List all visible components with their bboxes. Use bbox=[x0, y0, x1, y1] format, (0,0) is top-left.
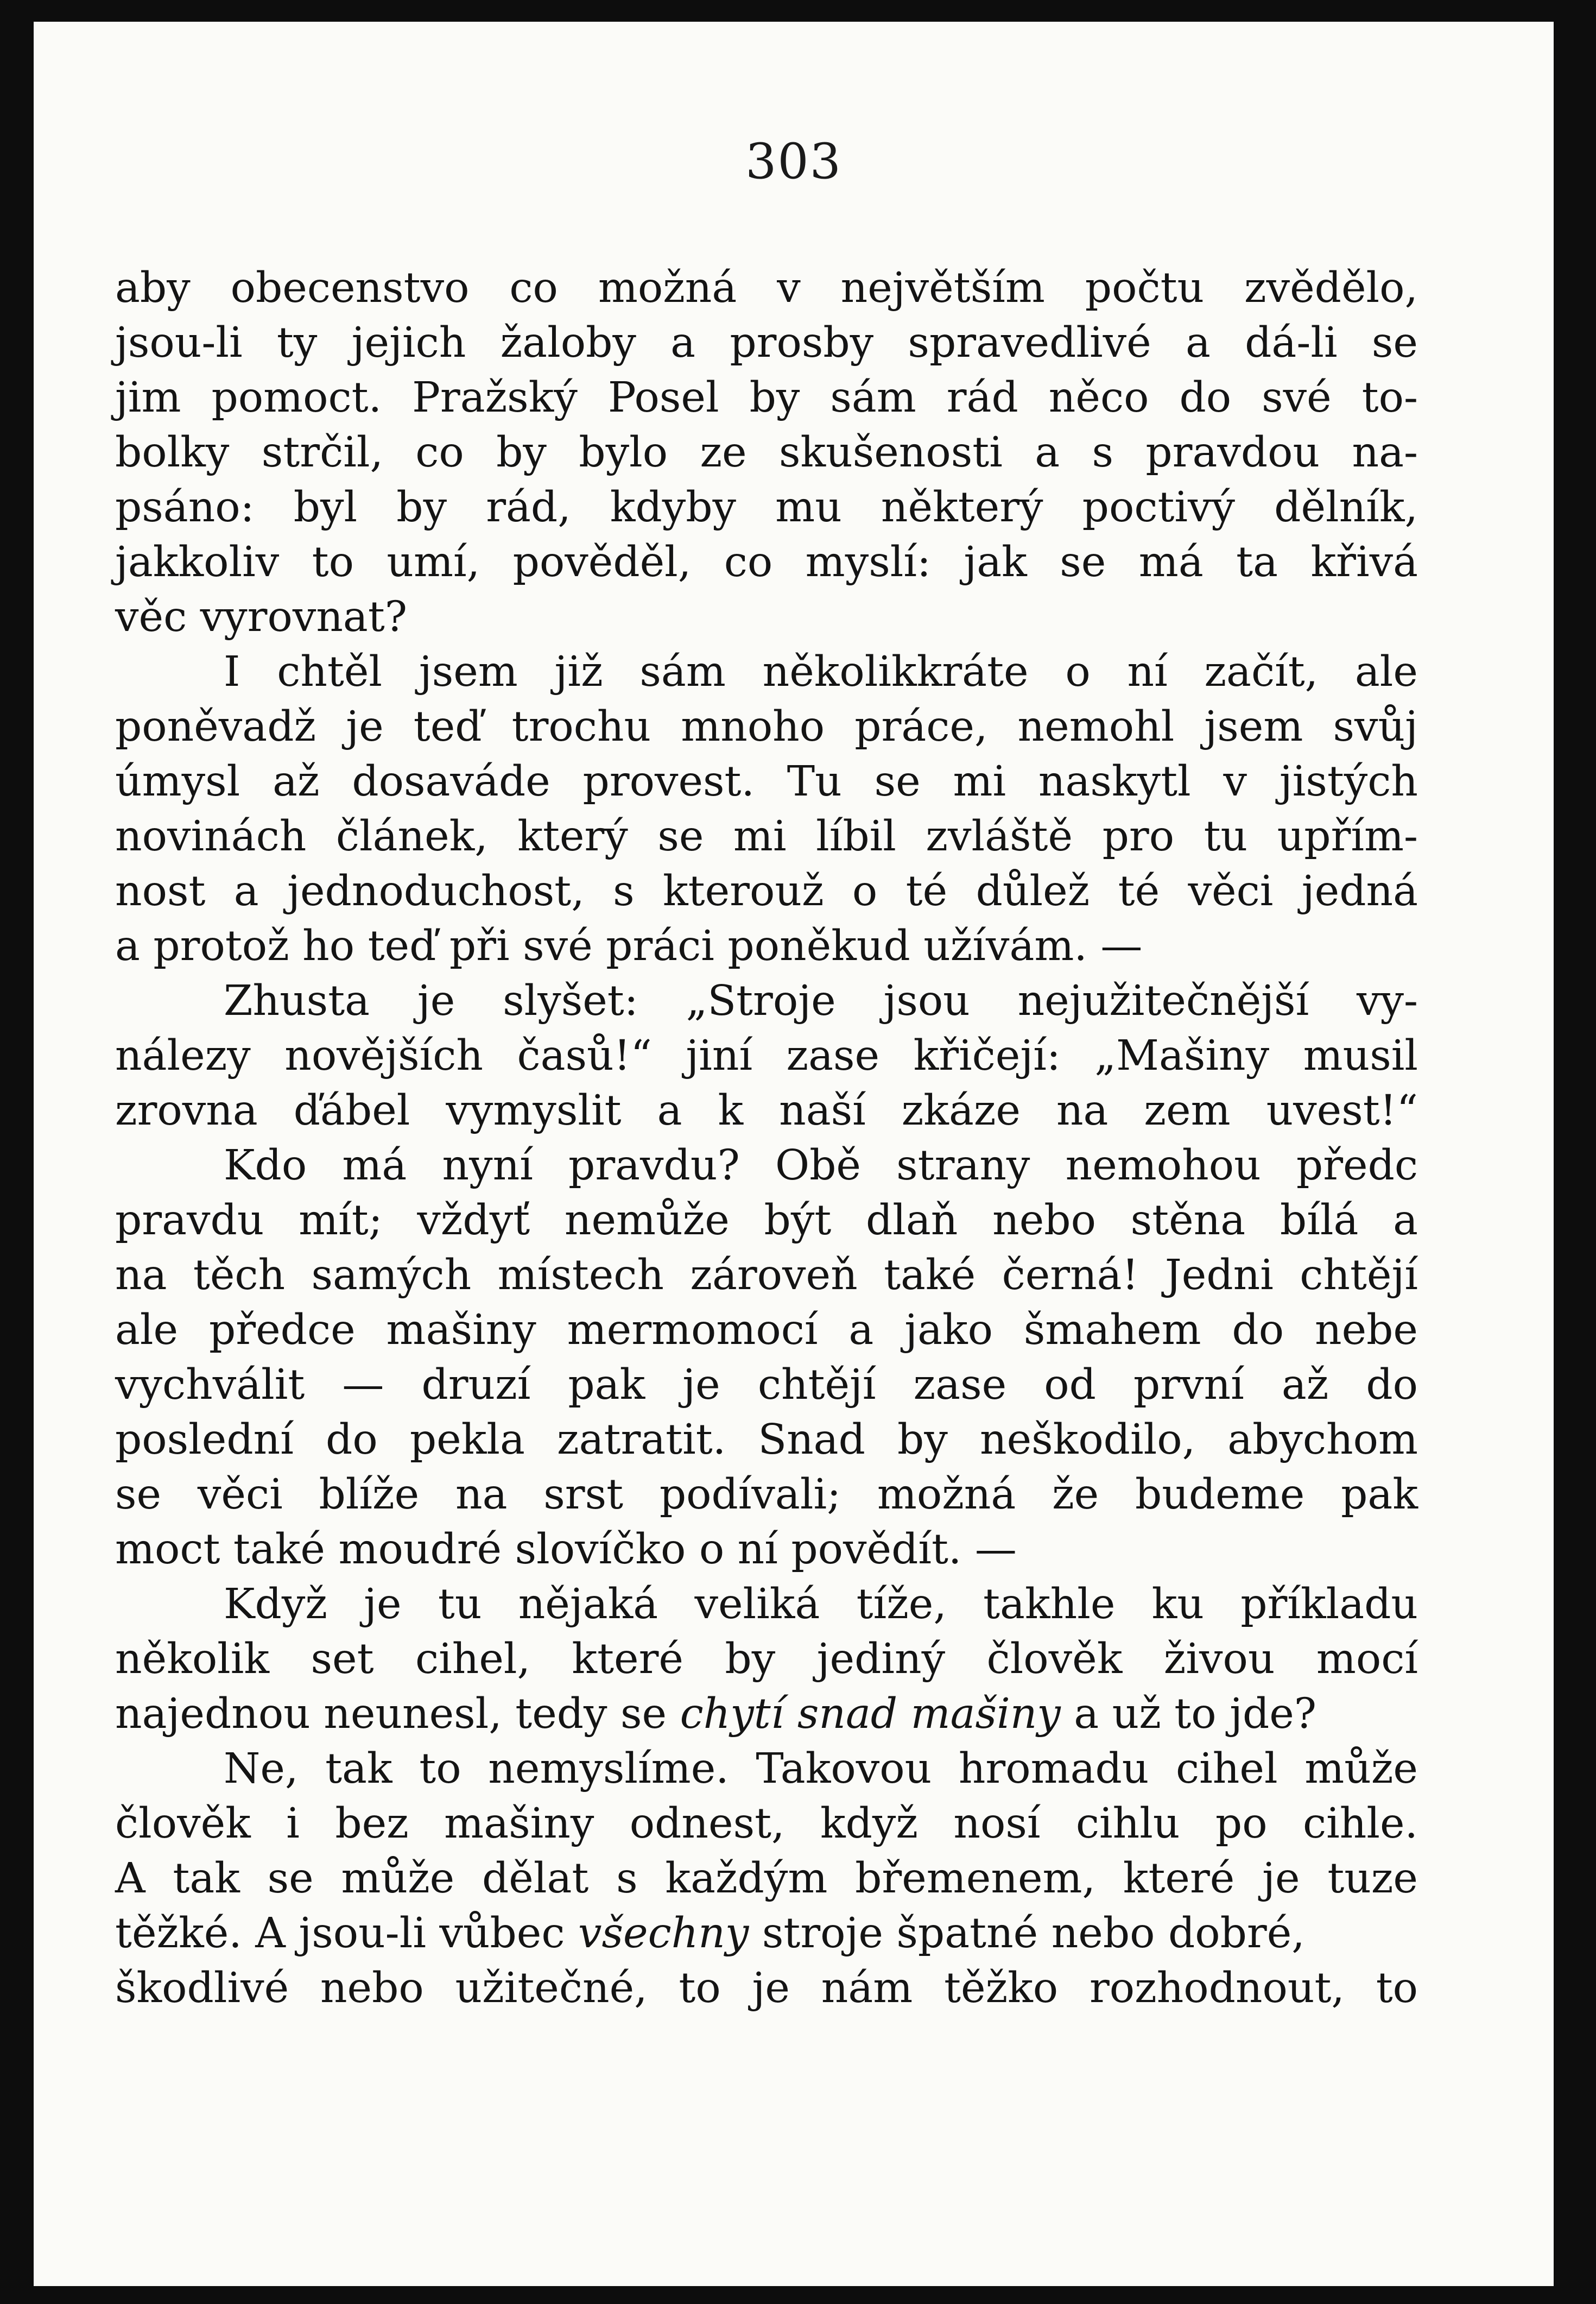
text-segment: a už to jde? bbox=[1060, 1690, 1317, 1738]
text-line: úmysl až dosaváde provest. Tu se mi naskytl v jistých bbox=[115, 758, 1418, 806]
text-line: zrovna ďábel vymyslit a k naší zkáze na zem uvest!“ bbox=[115, 1087, 1418, 1135]
text-segment: těžké. A jsou-li vůbec bbox=[115, 1909, 578, 1958]
text-line: aby obecenstvo co možná v největším počtu zvědělo, bbox=[115, 264, 1418, 312]
text-line: jsou-li ty jejich žaloby a prosby spravedlivé a dá-li se bbox=[115, 319, 1418, 367]
text-segment: najednou neunesl, tedy se bbox=[115, 1690, 680, 1738]
page-number: 303 bbox=[745, 133, 842, 190]
text-line: nálezy novějších časů!“ jiní zase křičejí: „Mašiny musil bbox=[115, 1032, 1418, 1080]
text-line: bolky strčil, co by bylo ze skušenosti a s pravdou na- bbox=[115, 428, 1418, 477]
text-line: škodlivé nebo užitečné, to je nám těžko rozhodnout, to bbox=[115, 1964, 1418, 2012]
italic-text: všechny bbox=[578, 1909, 749, 1958]
book-page bbox=[34, 22, 1554, 2286]
text-line bbox=[115, 1906, 1418, 1961]
text-line: se věci blíže na srst podívali; možná že budeme pak bbox=[115, 1470, 1418, 1519]
text-line: jakkoliv to umí, pověděl, co myslí: jak se má ta křivá bbox=[115, 538, 1418, 586]
text-line: ale předce mašiny mermomocí a jako šmahem do nebe bbox=[115, 1306, 1418, 1354]
text-line: poněvadž je teď trochu mnoho práce, nemohl jsem svůj bbox=[115, 703, 1418, 751]
text-line: člověk i bez mašiny odnest, když nosí cihlu po cihle. bbox=[115, 1800, 1418, 1848]
text-segment: stroje špatné nebo dobré, bbox=[749, 1909, 1305, 1958]
text-line: I chtěl jsem již sám několikkráte o ní začít, ale bbox=[224, 648, 1418, 696]
text-line: A tak se může dělat s každým břemenem, které je tuze bbox=[115, 1854, 1418, 1903]
text-line: pravdu mít; vždyť nemůže být dlaň nebo stěna bílá a bbox=[115, 1196, 1418, 1245]
text-line: poslední do pekla zatratit. Snad by neškodilo, abychom bbox=[115, 1416, 1418, 1464]
text-line: věc vyrovnat? bbox=[115, 593, 408, 641]
text-line: Když je tu nějaká veliká tíže, takhle ku příkladu bbox=[224, 1580, 1418, 1628]
text-line: novinách článek, který se mi líbil zvláště pro tu upřím- bbox=[115, 812, 1418, 861]
text-line: několik set cihel, které by jediný člověk živou mocí bbox=[115, 1635, 1418, 1683]
text-line bbox=[115, 1687, 1418, 1741]
text-line: psáno: byl by rád, kdyby mu některý poctivý dělník, bbox=[115, 483, 1418, 532]
text-line: nost a jednoduchost, s kterouž o té důlež té věci jedná bbox=[115, 867, 1418, 916]
text-line: a protož ho teď při své práci poněkud užívám. — bbox=[115, 922, 1143, 970]
text-line: Kdo má nyní pravdu? Obě strany nemohou předc bbox=[224, 1141, 1418, 1190]
text-line: Ne, tak to nemyslíme. Takovou hromadu cihel může bbox=[224, 1745, 1418, 1793]
text-line: Zhusta je slyšet: „Stroje jsou nejužitečnější vy- bbox=[224, 977, 1418, 1025]
text-line: vychválit — druzí pak je chtějí zase od první až do bbox=[115, 1361, 1418, 1409]
body-text bbox=[115, 261, 1418, 2016]
text-line: jim pomoct. Pražský Posel by sám rád něco do své to- bbox=[115, 374, 1418, 422]
text-line: moct také moudré slovíčko o ní povědít. — bbox=[115, 1525, 1017, 1574]
text-line: na těch samých místech zároveň také černá! Jedni chtějí bbox=[115, 1251, 1418, 1299]
italic-text: chytí snad mašiny bbox=[680, 1690, 1061, 1738]
